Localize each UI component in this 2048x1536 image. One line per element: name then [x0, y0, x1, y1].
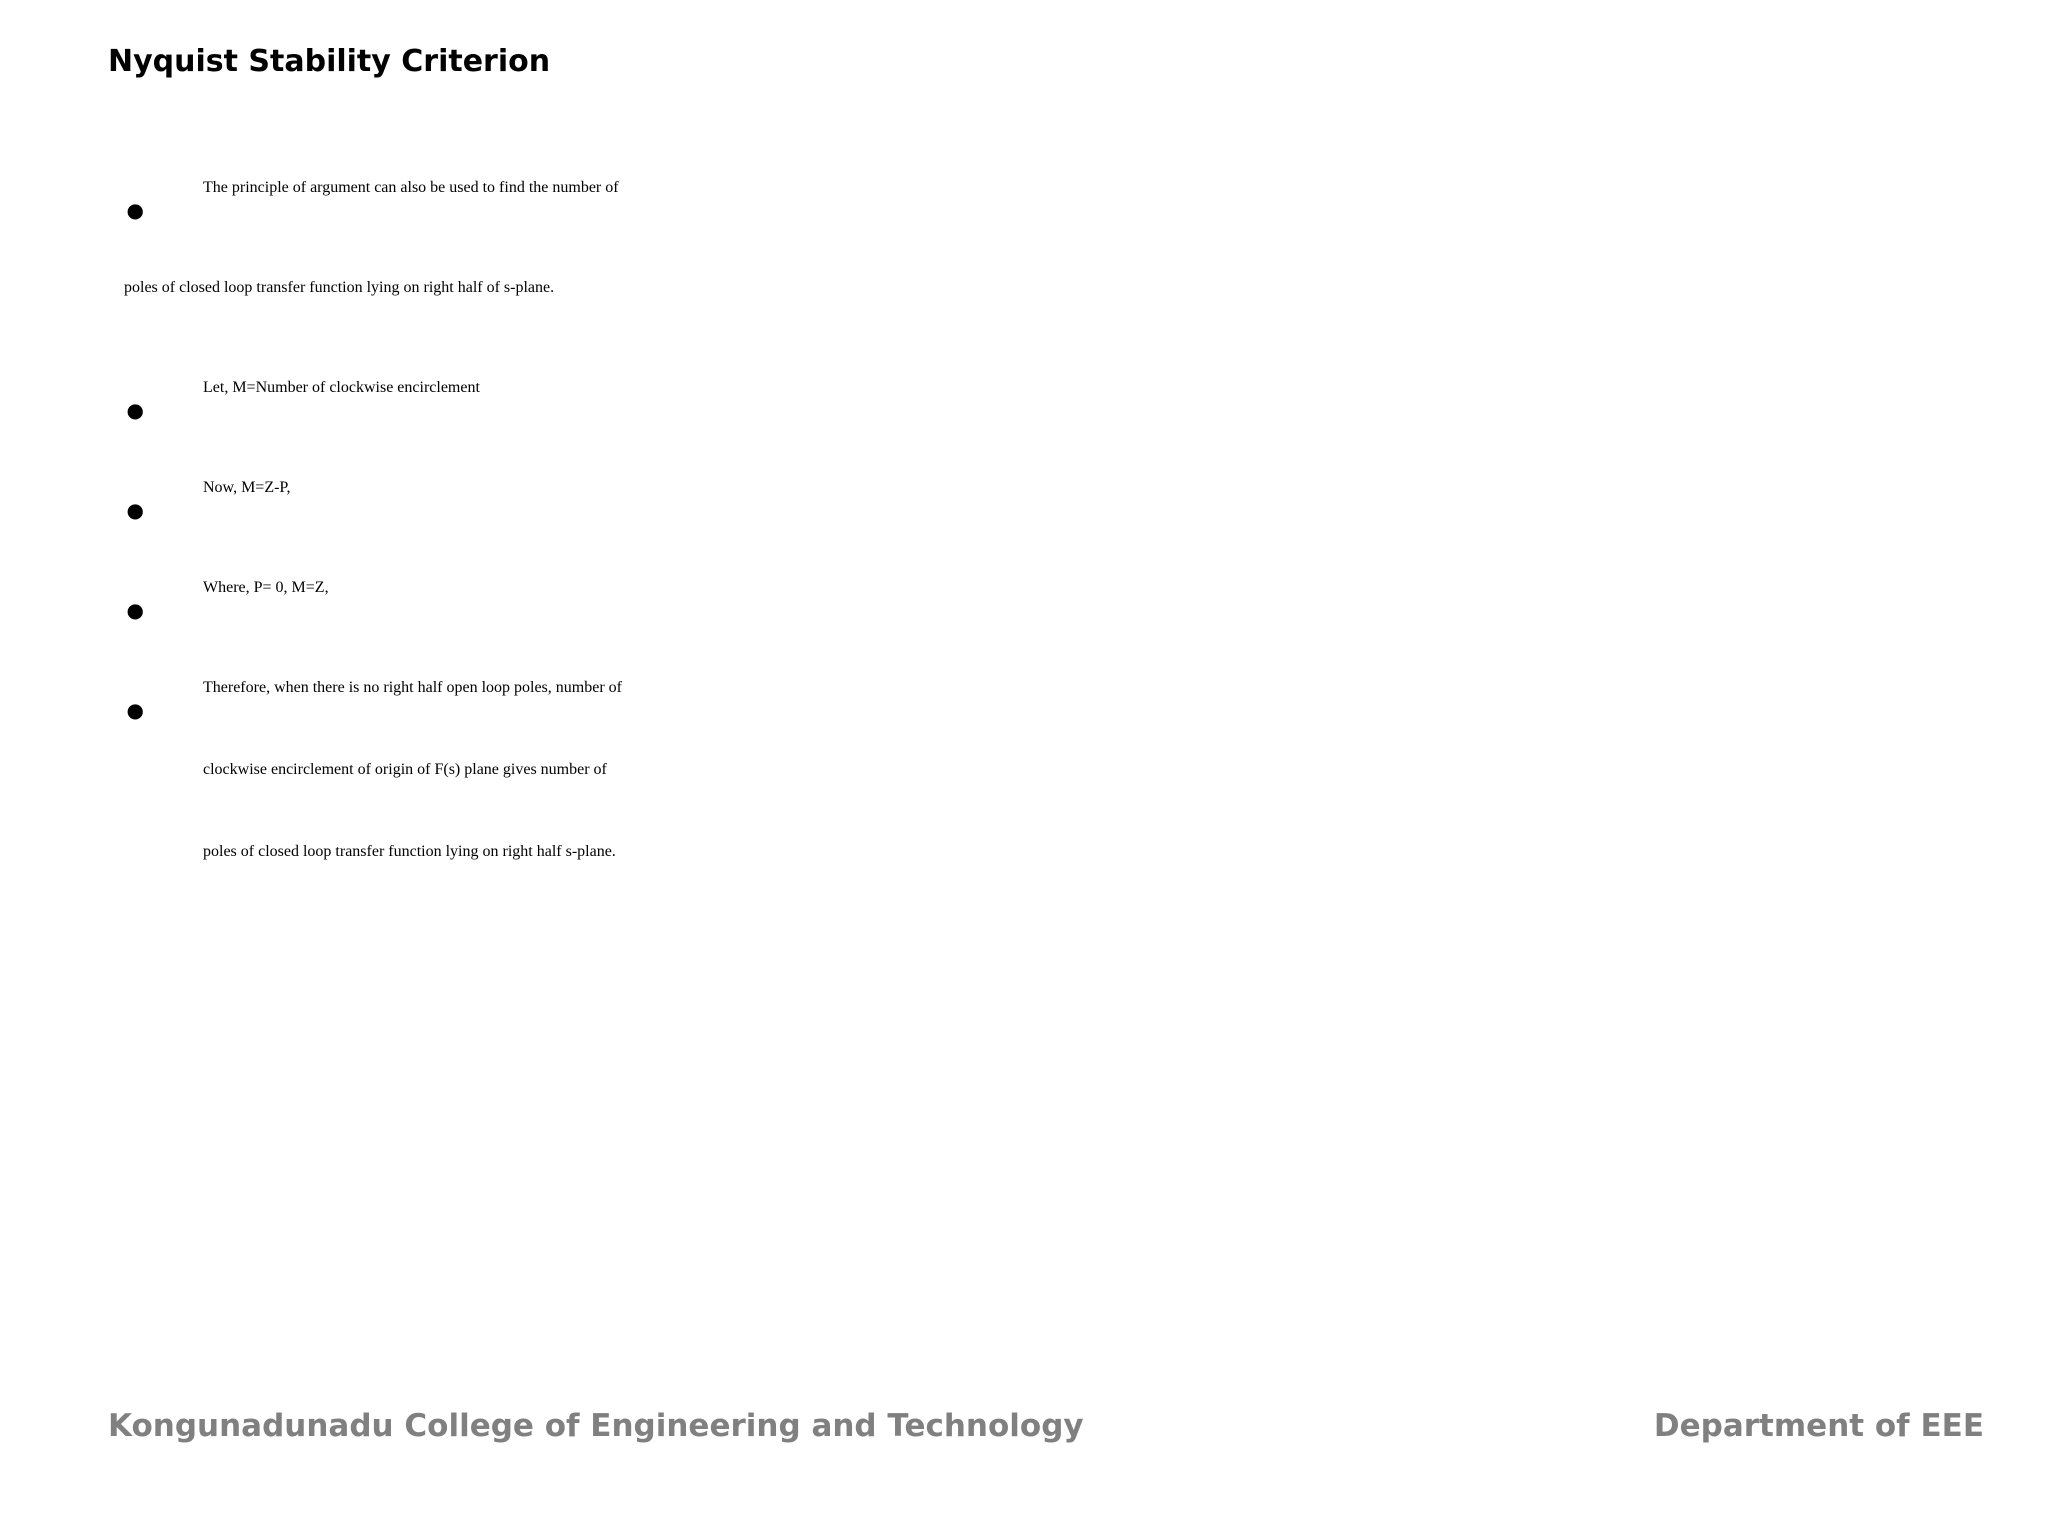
bullet-marker: •	[124, 576, 147, 647]
bullet-marker: •	[124, 676, 147, 747]
slide-header-title: Nyquist Stability Criterion	[108, 44, 551, 79]
bullet-2-line-1: Let, M=Number of clockwise encirclement	[203, 379, 480, 396]
bullet-4-line-1: Where, P= 0, M=Z,	[203, 579, 329, 596]
bullet-1-line-2: poles of closed loop transfer function lying on right half of s-plane.	[124, 279, 555, 296]
bullet-5-line-1: Therefore, when there is no right half open loop poles, number of	[203, 679, 622, 696]
bullet-marker: •	[124, 476, 147, 547]
footer-department: Department of EEE	[1653, 1408, 1984, 1444]
bullet-marker: •	[124, 176, 147, 247]
footer-institution: Kongunadunadu College of Engineering and Technology	[108, 1408, 1084, 1444]
bullet-5-line-2: clockwise encirclement of origin of F(s) plane gives number of	[203, 761, 607, 778]
bullet-marker: •	[124, 376, 147, 447]
bullet-1-line-1: The principle of argument can also be used to find the number of	[203, 179, 619, 196]
bullet-3-line-1: Now, M=Z-P,	[203, 479, 291, 496]
bullet-5-line-3: poles of closed loop transfer function lying on right half s-plane.	[203, 843, 616, 860]
